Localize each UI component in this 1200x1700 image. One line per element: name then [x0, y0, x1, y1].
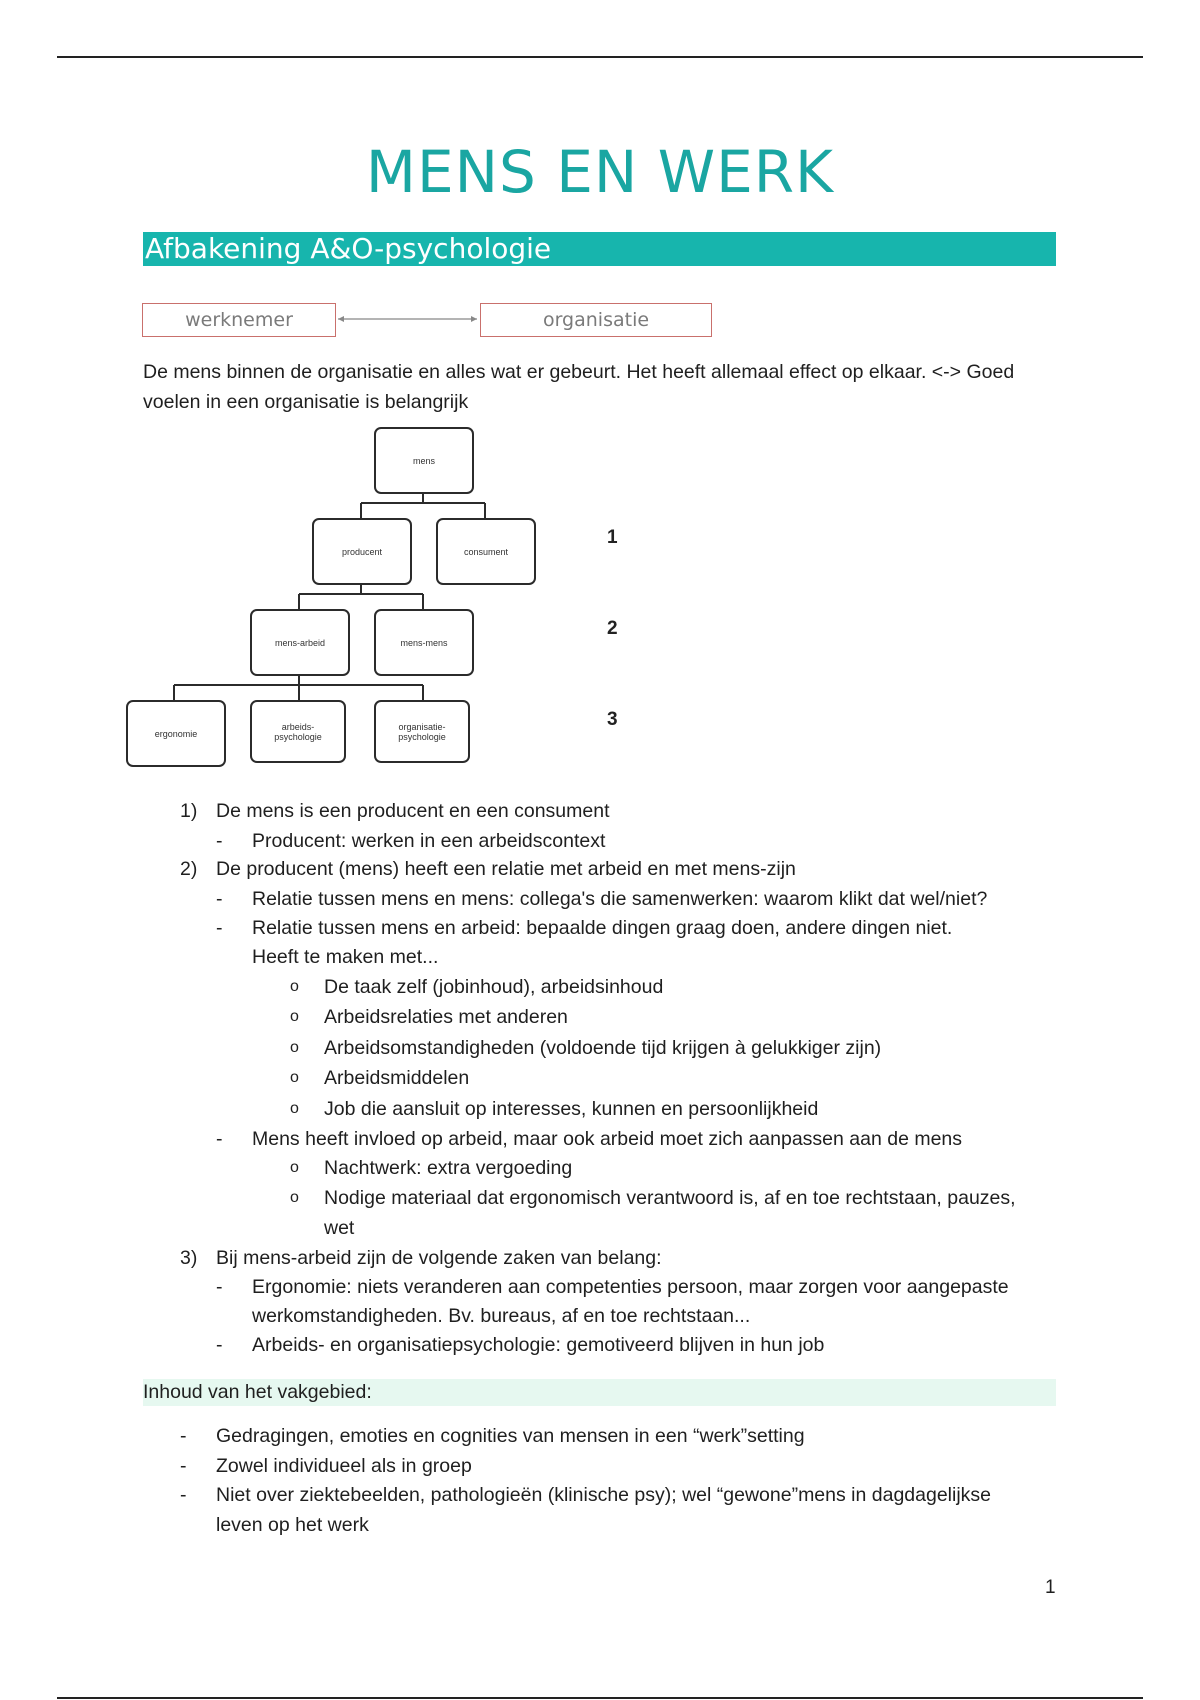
dash-marker: - — [180, 1484, 187, 1506]
dash-marker: - — [180, 1425, 187, 1447]
sub-item: Nachtwerk: extra vergoeding — [324, 1157, 573, 1179]
sub-item: Job die aansluit op interesses, kunnen en persoonlijkheid — [324, 1098, 819, 1120]
list-item-3a: Ergonomie: niets veranderen aan competenties persoon, maar zorgen voor aangepaste — [252, 1276, 1009, 1298]
list-item-3a-cont: werkomstandigheden. Bv. bureaus, af en toe rechtstaan... — [252, 1305, 751, 1327]
tree-node-consument: consument — [436, 518, 536, 585]
dash-marker: - — [216, 1276, 223, 1298]
sub-item: Nodige materiaal dat ergonomisch verantwoord is, af en toe rechtstaan, pauzes, — [324, 1187, 1016, 1209]
list-item-3: Bij mens-arbeid zijn de volgende zaken van belang: — [216, 1247, 662, 1269]
bottom-rule — [57, 1697, 1143, 1699]
list-number-2: 2) — [180, 858, 198, 880]
circle-marker: o — [290, 1189, 299, 1206]
page-title: MENS EN WERK — [365, 138, 835, 206]
list-item-2a: Relatie tussen mens en mens: collega's die samenwerken: waarom klikt dat wel/niet? — [252, 888, 988, 910]
list-number-1: 1) — [180, 800, 198, 822]
dash-marker: - — [216, 830, 223, 852]
list-item-2b-cont: Heeft te maken met... — [252, 946, 439, 968]
sub-item: De taak zelf (jobinhoud), arbeidsinhoud — [324, 976, 664, 998]
content-item-2: Zowel individueel als in groep — [216, 1455, 472, 1477]
sub-item: Arbeidsomstandigheden (voldoende tijd krijgen à gelukkiger zijn) — [324, 1037, 882, 1059]
list-item-2: De producent (mens) heeft een relatie met arbeid en met mens-zijn — [216, 858, 796, 880]
circle-marker: o — [290, 1039, 299, 1056]
dash-marker: - — [216, 1128, 223, 1150]
tree-node-producent: producent — [312, 518, 412, 585]
circle-marker: o — [290, 978, 299, 995]
subheading: Inhoud van het vakgebied: — [143, 1381, 372, 1403]
list-item-3b: Arbeids- en organisatiepsychologie: gemotiveerd blijven in hun job — [252, 1334, 825, 1356]
tree-connectors — [0, 0, 1200, 800]
level-label-1: 1 — [607, 527, 618, 548]
tree-node-mens-arbeid: mens-arbeid — [250, 609, 350, 676]
subheading-bar — [143, 1379, 1056, 1406]
tree-node-ergonomie: ergonomie — [126, 700, 226, 767]
list-item-2c: Mens heeft invloed op arbeid, maar ook arbeid moet zich aanpassen aan de mens — [252, 1128, 963, 1150]
list-item-2b: Relatie tussen mens en arbeid: bepaalde dingen graag doen, andere dingen niet. — [252, 917, 953, 939]
list-item-1: De mens is een producent en een consument — [216, 800, 610, 822]
sub-item-cont: wet — [324, 1217, 355, 1239]
dash-marker: - — [216, 917, 223, 939]
list-number-3: 3) — [180, 1247, 198, 1269]
level-label-2: 2 — [607, 618, 618, 639]
content-item-3: Niet over ziektebeelden, pathologieën (klinische psy); wel “gewone”mens in dagdagelijkse — [216, 1484, 992, 1506]
circle-marker: o — [290, 1100, 299, 1117]
circle-marker: o — [290, 1159, 299, 1176]
sub-item: Arbeidsrelaties met anderen — [324, 1006, 568, 1028]
tree-node-mens-mens: mens-mens — [374, 609, 474, 676]
werknemer-box: werknemer — [142, 303, 336, 337]
content-item-3-cont: leven op het werk — [216, 1514, 369, 1536]
sub-item: Arbeidsmiddelen — [324, 1067, 470, 1089]
circle-marker: o — [290, 1069, 299, 1086]
level-label-3: 3 — [607, 709, 618, 730]
page-number: 1 — [1045, 1577, 1056, 1598]
dash-marker: - — [180, 1455, 187, 1477]
section-heading: Afbakening A&O-psychologie — [145, 232, 552, 265]
circle-marker: o — [290, 1008, 299, 1025]
list-item-1a: Producent: werken in een arbeidscontext — [252, 830, 606, 852]
tree-node-arbeidspsychologie: arbeids-psychologie — [250, 700, 346, 763]
dash-marker: - — [216, 1334, 223, 1356]
organisatie-box: organisatie — [480, 303, 712, 337]
content-item-1: Gedragingen, emoties en cognities van mensen in een “werk”setting — [216, 1425, 805, 1447]
tree-node-organisatiepsychologie: organisatie-psychologie — [374, 700, 470, 763]
dash-marker: - — [216, 888, 223, 910]
tree-node-mens: mens — [374, 427, 474, 494]
intro-line-1: De mens binnen de organisatie en alles wat er gebeurt. Het heeft allemaal effect op elkaar. <-> Goed — [143, 361, 1015, 383]
intro-line-2: voelen in een organisatie is belangrijk — [143, 391, 469, 413]
